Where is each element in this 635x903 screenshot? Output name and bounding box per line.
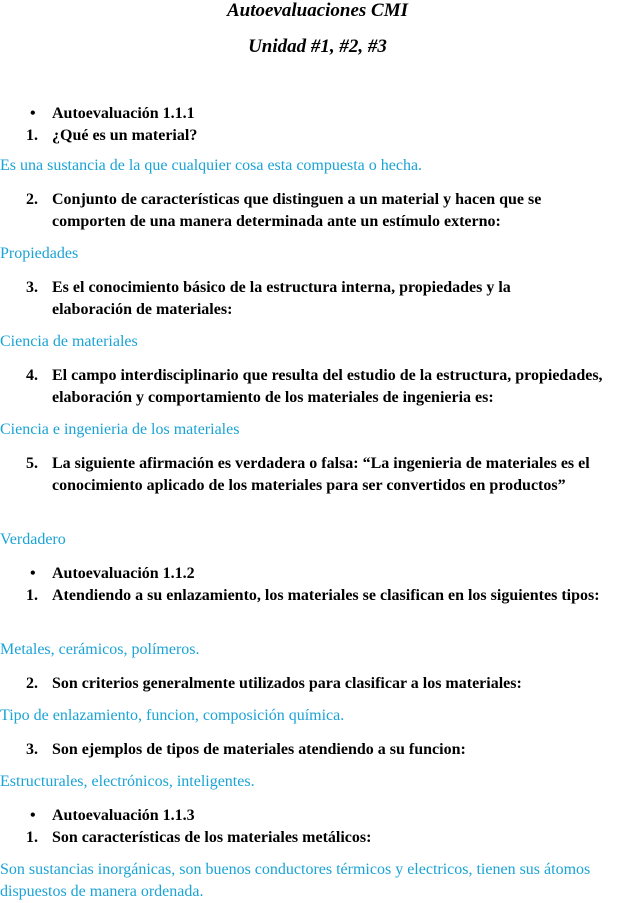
question: 2. Conjunto de características que distinguen a un material y hacen que se comporten de una manera determinada ante un estímulo externo: [26,191,542,230]
bullet-icon: • [30,807,36,824]
question: 4. El campo interdisciplinario que resulta del estudio de la estructura, propiedades, elaboración y comportamiento de los materiales de ingenieria es: [26,367,603,406]
bullet-icon: • [30,565,36,582]
question: 1. Atendiendo a su enlazamiento, los materiales se clasifican en los siguientes tipos: [26,587,600,604]
answer: Estructurales, electrónicos, inteligentes. [0,773,255,790]
question: 3. Es el conocimiento básico de la estructura interna, propiedades y la elaboración de materiales: [26,279,511,318]
answer: Tipo de enlazamiento, funcion, composición química. [0,707,345,724]
answer: Ciencia de materiales [0,333,138,350]
section-heading: • Autoevaluación 1.1.2 [52,563,195,585]
answer: Verdadero [0,531,66,548]
document-subtitle: Unidad #1, #2, #3 [248,36,387,57]
bullet-icon: • [30,105,36,122]
answer: Es una sustancia de la que cualquier cosa esta compuesta o hecha. [0,157,423,174]
document-title: Autoevaluaciones CMI [226,0,409,21]
question: 3. Son ejemplos de tipos de materiales atendiendo a su funcion: [26,741,466,758]
answer: Propiedades [0,245,79,262]
answer: Ciencia e ingenieria de los materiales [0,421,240,438]
section-heading: • Autoevaluación 1.1.3 [52,805,195,827]
answer: Metales, cerámicos, polímeros. [0,641,200,658]
question: 1. Son características de los materiales metálicos: [26,829,372,846]
section-heading: • Autoevaluación 1.1.1 [52,103,195,125]
answer: Son sustancias inorgánicas, son buenos conductores térmicos y electricos, tienen sus átomos dispuestos de manera ordenada. [0,861,591,900]
question: 5. La siguiente afirmación es verdadera o falsa: “La ingenieria de materiales es el conocimiento aplicado de los materiales para ser convertidos en productos” [26,455,590,494]
question: 2. Son criterios generalmente utilizados para clasificar a los materiales: [26,675,522,692]
question: 1. ¿Qué es un material? [26,127,198,144]
